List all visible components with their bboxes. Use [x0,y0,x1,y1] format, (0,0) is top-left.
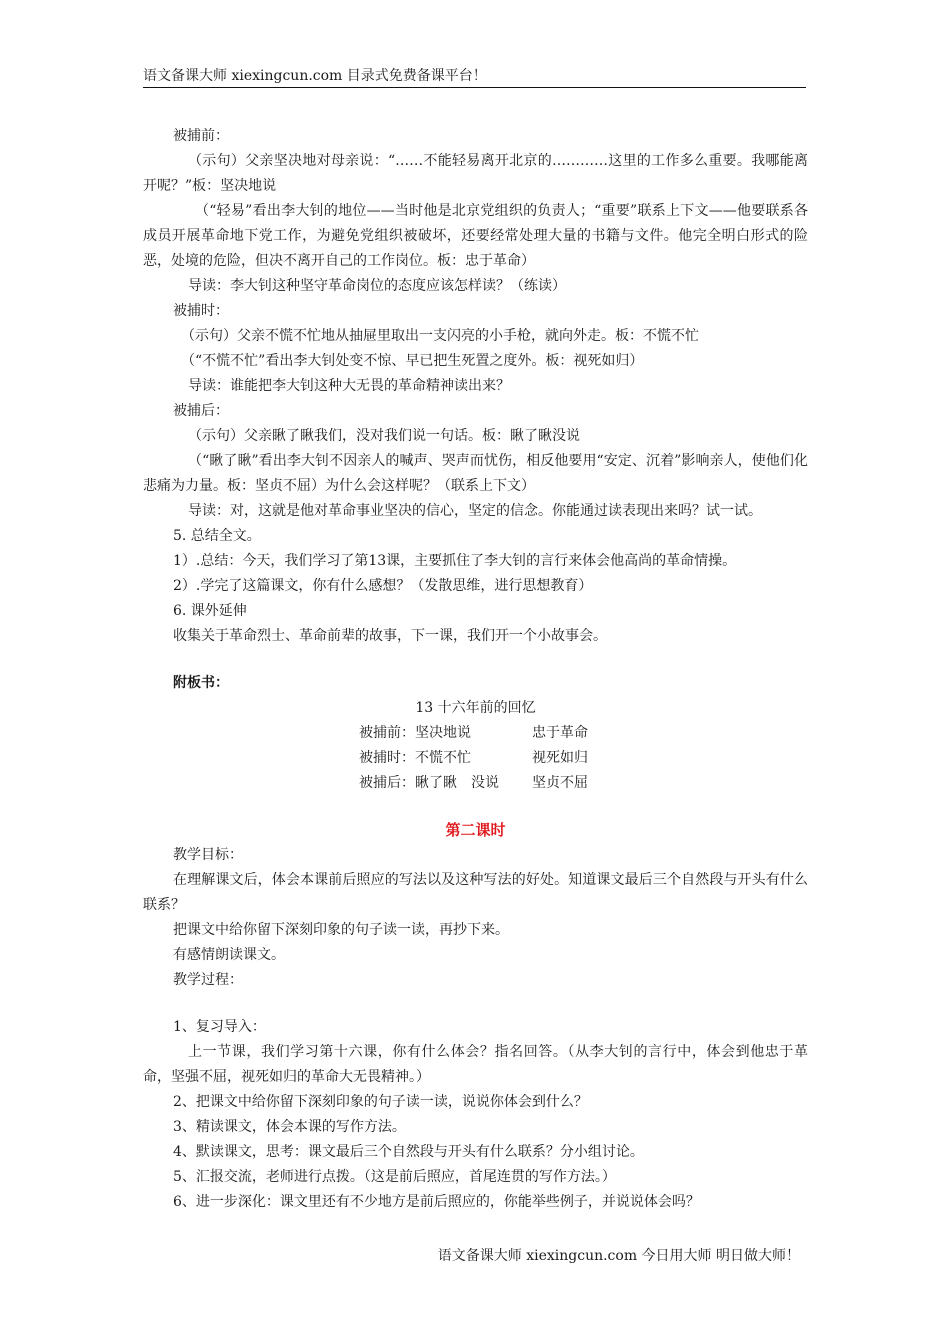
board-row-left: 被捕前：坚决地说 [359,725,471,741]
lesson2-title: 第二课时 [445,821,506,839]
paragraph: （“瞅了瞅”看出李大钊不因亲人的喊声、哭声而忧伤，相反他要用“安定、沉着”影响亲人，使他们化悲痛为力量。板：坚贞不屈）为什么会这样呢？（联系上下文） [143,453,808,494]
paragraph: 6. 课外延伸 [173,603,247,619]
process-step: 2、把课文中给你留下深刻印象的句子读一读，说说你体会到什么？ [173,1094,588,1110]
process-step-detail: 上一节课，我们学习第十六课，你有什么体会？指名回答。（从李大钊的言行中，体会到他忠于革命，坚强不屈，视死如归的革命大无畏精神。） [143,1044,808,1085]
paragraph: 导读：李大钊这种坚守革命岗位的态度应该怎样读？（练读） [188,278,566,294]
paragraph: 1）.总结：今天，我们学习了第13课，主要抓住了李大钊的言行来体会他高尚的革命情操。 [173,553,737,569]
process-step: 1、复习导入： [173,1019,266,1035]
board-row [143,746,808,771]
section-after-arrest: 被捕后： [173,403,229,419]
board-row-right: 坚贞不屈 [532,775,588,791]
process-step: 4、默读课文，思考：课文最后三个自然段与开头有什么联系？分小组讨论。 [173,1144,644,1160]
paragraph: （“不慌不忙”看出李大钊处变不惊、早已把生死置之度外。板：视死如归） [181,353,644,369]
board-row-right: 忠于革命 [532,725,588,741]
process-step: 3、精读课文，体会本课的写作方法。 [173,1119,406,1135]
process-step: 5、汇报交流，老师进行点拨。（这是前后照应，首尾连贯的写作方法。） [173,1169,616,1185]
goal-item: 把课文中给你留下深刻印象的句子读一读，再抄下来。 [173,922,509,938]
board-label: 附板书： [173,675,229,691]
board-row [143,721,808,746]
board-row-left: 被捕时：不慌不忙 [359,750,471,766]
goal-item: 在理解课文后，体会本课前后照应的写法以及这种写法的好处。知道课文最后三个自然段与开头有什么联系？ [143,872,808,913]
board-title: 13 十六年前的回忆 [415,700,536,716]
paragraph: 收集关于革命烈士、革命前辈的故事，下一课，我们开一个小故事会。 [173,628,607,644]
document-body [143,124,808,1215]
paragraph: 导读：对，这就是他对革命事业坚决的信心，坚定的信念。你能通过读表现出来吗？试一试。 [188,503,762,519]
goal-item: 有感情朗读课文。 [173,947,285,963]
section-during-arrest: 被捕时： [173,303,229,319]
page-header: 语文备课大师 xiexingcun.com 目录式免费备课平台！ [143,67,806,88]
paragraph: 导读：谁能把李大钊这种大无畏的革命精神读出来？ [188,378,510,394]
paragraph: （“轻易”看出李大钊的地位——当时他是北京党组织的负责人；“重要”联系上下文——他要联系各成员开展革命地下党工作，为避免党组织被破坏，还要经常处理大量的书籍与文件。他完全明白形式的险恶，处境的危险，但决不离开自己的工作岗位。板：忠于革命） [143,203,808,269]
board-row-right: 视死如归 [532,750,588,766]
process-step: 6、进一步深化：课文里还有不少地方是前后照应的，你能举些例子，并说说体会吗？ [173,1194,700,1210]
page-footer: 语文备课大师 xiexingcun.com 今日用大师 明日做大师！ [437,1248,800,1264]
section-before-arrest: 被捕前： [173,128,229,144]
paragraph: 5. 总结全文。 [173,528,261,544]
paragraph: （示句）父亲瞅了瞅我们，没对我们说一句话。板：瞅了瞅没说 [188,428,580,444]
process-label: 教学过程： [173,972,243,988]
paragraph: （示句）父亲坚决地对母亲说：“……不能轻易离开北京的…………这里的工作多么重要。我哪能离开呢？”板：坚决地说 [143,153,808,194]
goals-label: 教学目标： [173,847,243,863]
board-row-left: 被捕后：瞅了瞅 没说 [359,775,499,791]
board-row [143,771,808,796]
paragraph: （示句）父亲不慌不忙地从抽屉里取出一支闪亮的小手枪，就向外走。板：不慌不忙 [181,328,699,344]
paragraph: 2）.学完了这篇课文，你有什么感想？（发散思维，进行思想教育） [173,578,593,594]
